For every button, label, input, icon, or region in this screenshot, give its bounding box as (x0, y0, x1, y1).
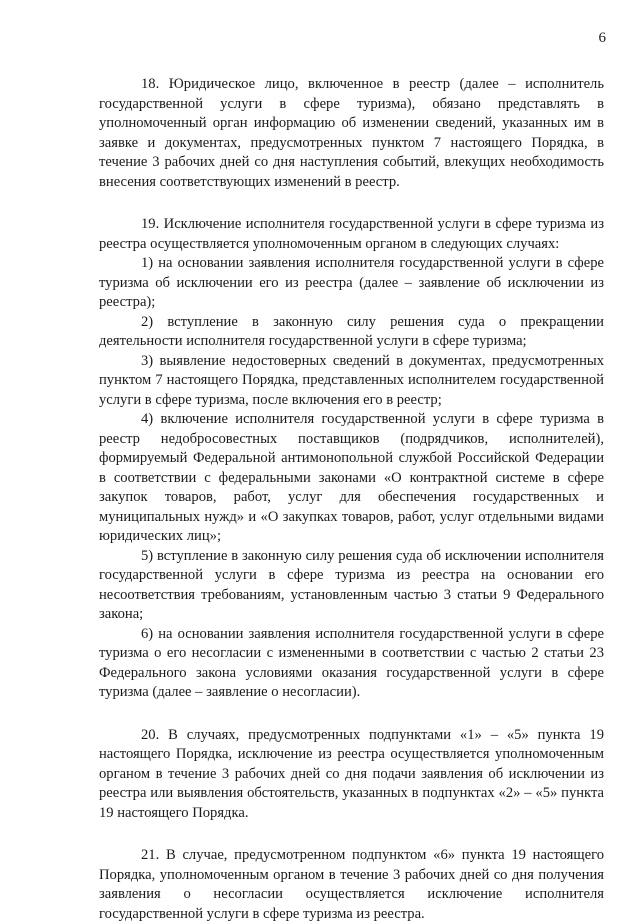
paragraph-19-item-1: 1) на основании заявления исполнителя государственной услуги в сфере туризма об исключении его из реестра (далее – заявление об исключении из реестра); (99, 255, 604, 310)
paragraph-gap (99, 192, 604, 215)
page-number: 6 (598, 30, 606, 46)
paragraph-19-item-6: 6) на основании заявления исполнителя государственной услуги в сфере туризма о его несогласии с измененными в соответствии с частью 2 статьи 23 Федерального закона условиями оказания государственной услуги в сфере туризма (далее – заявление о несогласии). (99, 625, 604, 700)
paragraph-19: 19. Исключение исполнителя государственной услуги в сфере туризма из реестра осуществляется уполномоченным органом в следующих случаях: (99, 216, 604, 252)
paragraph-gap (99, 703, 604, 726)
paragraph-19-item-3: 3) выявление недостоверных сведений в документах, предусмотренных пунктом 7 настоящего Порядка, представленных исполнителем государственной услуги в сфере туризма, после включения его в реестр; (99, 352, 604, 408)
paragraph-18: 18. Юридическое лицо, включенное в реестр (далее – исполнитель государственной услуги в сфере туризма), обязано представлять в уполномоченный орган информацию об изменении сведений, указанных им в заявке и документах, предусмотренных пунктом 7 настоящего Порядка, в течение 3 рабочих дней со дня наступления событий, влекущих необходимость внесения соответствующих изменений в реестр. (99, 76, 604, 190)
paragraph-19-item-2: 2) вступление в законную силу решения суда о прекращении деятельности исполнителя государственной услуги в сфере туризма; (99, 313, 604, 349)
document-body (99, 75, 604, 924)
paragraph-21: 21. В случае, предусмотренном подпунктом «6» пункта 19 настоящего Порядка, уполномоченным органом в течение 3 рабочих дней со дня получения заявления о несогласии осуществляется исключение исполнителя государственной услуги в сфере туризма из реестра. (99, 847, 604, 922)
paragraph-19-item-5: 5) вступление в законную силу решения суда об исключении исполнителя государственной услуги в сфере туризма из реестра на основании его несоответствия требованиям, установленным частью 3 статьи 9 Федерального закона; (99, 547, 604, 622)
paragraph-gap (99, 823, 604, 846)
paragraph-20: 20. В случаях, предусмотренных подпунктами «1» – «5» пункта 19 настоящего Порядка, исключение из реестра осуществляется уполномоченным органом в течение 3 рабочих дней со дня подачи заявления об исключении из реестра или выявления обстоятельств, указанных в подпунктах «2» – «5» пункта 19 настоящего Порядка. (99, 726, 604, 821)
paragraph-19-item-4: 4) включение исполнителя государственной услуги в сфере туризма в реестр недобросовестных поставщиков (подрядчиков, исполнителей), формируемый Федеральной антимонопольной службой Российской Федерации в соответствии с федеральными законами «О контрактной системе в сфере закупок товаров, работ, услуг для обеспечения государственных и муниципальных нужд» и «О закупках товаров, работ, услуг отдельными видами юридических лиц»; (99, 411, 604, 544)
